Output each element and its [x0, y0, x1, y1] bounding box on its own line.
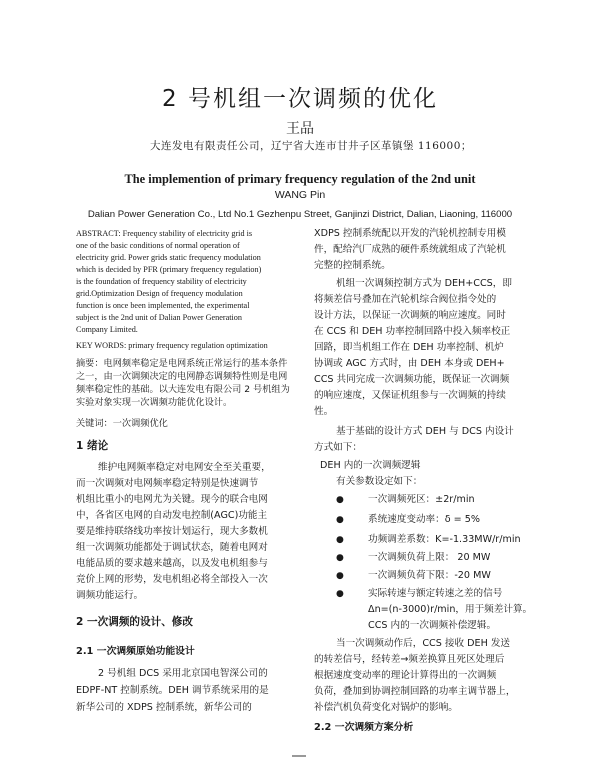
bullet-item: 系统速度变动率：δ = 5% — [368, 514, 480, 525]
keywords-cn: 关键词：一次调频优化 — [76, 418, 168, 429]
right-para-4-line: 根据速度变动率的理论计算得出的一次调频 — [314, 670, 497, 681]
section-1-line: 中，各省区电网的自动发电控制(AGC)功能主 — [76, 510, 268, 521]
bullet-dot: ● — [336, 495, 344, 505]
abstract-en-line: ABSTRACT: Frequency stability of electricity grid is — [76, 229, 253, 238]
affiliation-en: Dalian Power Generation Co., Ltd No.1 Gezhenpu Street, Ganjinzi District, Dalian, Liaoning, 116000 — [87, 209, 513, 220]
right-para-3-line: 基于基础的设计方式 DEH 与 DCS 内设计 — [336, 426, 514, 437]
section-2-1-line: EDPF-NT 控制系统。DEH 调节系统采用的是 — [76, 685, 269, 696]
section-1-title: 1 绪论 — [76, 440, 109, 452]
right-para-2-line: 的响应速度，又保证机组参与一次调频的持续 — [314, 390, 506, 401]
abstract-en-line: which is decided by PFR (primary frequency regulation) — [76, 265, 262, 274]
bullet-dot: ● — [336, 571, 344, 581]
abstract-en-line: is the foundation of frequency stability of electricity — [76, 277, 247, 286]
right-para-2-line: 协调或 AGC 方式时，由 DEH 本身或 DEH+ — [314, 358, 505, 369]
section-2-1-line: 2 号机组 DCS 采用北京国电智深公司的 — [98, 668, 268, 679]
bullet-dot: ● — [336, 589, 344, 599]
section-2-1-line: 新华公司的 XDPS 控制系统，新华公司的 — [76, 702, 252, 713]
abstract-en-line: electricity grid. Power grids static frequency modulation — [76, 253, 261, 262]
section-1-line: 机组比重小的电网尤为关键。现今的联合电网 — [76, 494, 268, 505]
abstract-cn-line: 摘要：电网频率稳定是电网系统正常运行的基本条件 — [76, 358, 288, 369]
section-1-line: 电能品质的要求越来越高，以及发电机组参与 — [76, 558, 268, 569]
section-1-line: 而一次调频对电网频率稳定特别是快速调节 — [76, 478, 259, 489]
params-title: 有关参数设定如下： — [336, 476, 423, 487]
right-para-4-line: 当一次调频动作后，CCS 接收 DEH 发送 — [336, 638, 511, 649]
abstract-en-line: Company Limited. — [76, 325, 138, 334]
abstract-cn-line: 频率稳定性的基础。以大连发电有限公司 2 号机组为 — [76, 384, 290, 395]
bullet-dot: ● — [336, 515, 344, 525]
bullet-item-continued: Δn=(n-3000)r/min，用于频差计算。 — [368, 604, 533, 615]
paper-title-cn: 2 号机组一次调频的优化 — [162, 86, 438, 112]
right-para-1-line: 完整的控制系统。 — [314, 260, 391, 271]
paper-title-en: The implemention of primary frequency regulation of the 2nd unit — [124, 172, 476, 186]
right-para-1-line: 件，配给汽厂成熟的硬件系统就组成了汽轮机 — [314, 244, 506, 255]
abstract-en-line: one of the basic conditions of normal operation of — [76, 241, 240, 250]
section-1-line: 维护电网频率稳定对电网安全至关重要， — [98, 462, 271, 473]
right-para-4-line: 的转差信号，经转差→频差换算且死区处理后 — [314, 654, 505, 665]
bullet-item: 实际转速与额定转速之差的信号 — [368, 588, 503, 599]
section-1-line: 竞价上网的形势，发电机组必将全部投入一次 — [76, 574, 268, 585]
ccs-logic-line: CCS 内的一次调频补偿逻辑。 — [368, 620, 497, 631]
right-para-2-line: 设计方法，以保证一次调频的响应速度。同时 — [314, 310, 506, 321]
right-para-3-line: 方式如下： — [314, 442, 362, 453]
abstract-en-line: subject is the 2nd unit of Dalian Power Generation — [76, 313, 242, 322]
bullet-item: 一次调频负荷上限： 20 MW — [368, 552, 491, 563]
keywords-en: KEY WORDS: primary frequency regulation optimization — [76, 341, 268, 350]
bullet-item: 一次调频死区：±2r/min — [368, 494, 475, 505]
abstract-cn-line: 实验对象实现一次调频功能优化设计。 — [76, 397, 233, 408]
author-cn: 王品 — [286, 121, 314, 137]
section-1-line: 组一次调频功能都处于调试状态，随着电网对 — [76, 542, 268, 553]
section-1-line: 调频功能运行。 — [76, 590, 144, 601]
right-para-1-line: XDPS 控制系统配以开发的汽轮机控制专用模 — [314, 228, 506, 239]
right-para-2-line: 机组一次调频控制方式为 DEH+CCS，即 — [336, 278, 512, 289]
right-para-2-line: 将频差信号叠加在汽轮机综合阀位指令处的 — [314, 294, 497, 305]
right-para-2-line: 性。 — [314, 406, 334, 417]
right-para-2-line: CCS 共同完成一次调频功能，既保证一次调频 — [314, 374, 510, 385]
abstract-en-line: grid.Optimization Design of frequency modulation — [76, 289, 243, 298]
section-2-1-title: 2.1 一次调频原始功能设计 — [76, 646, 195, 657]
bullet-dot: ● — [336, 535, 344, 545]
right-para-2-line: 回路，即当机组工作在 DEH 功率控制、机炉 — [314, 342, 504, 353]
logic-title: DEH 内的一次调频逻辑 — [320, 460, 421, 471]
right-para-2-line: 在 CCS 和 DEH 功率控制回路中投入频率校正 — [314, 326, 511, 337]
abstract-en-line: function is once been implemented, the experimental — [76, 301, 250, 310]
bullet-item: 功频调差系数：K=-1.33MW/r/min — [368, 534, 521, 545]
abstract-cn-line: 之一，由一次调频决定的电网静态调频特性则是电网 — [76, 371, 288, 382]
section-1-line: 要是维持联络线功率按计划运行，现大多数机 — [76, 526, 268, 537]
bullet-dot: ● — [336, 553, 344, 563]
page-footer-mark — [292, 755, 306, 757]
author-en: WANG Pin — [274, 189, 326, 201]
section-2-2-title: 2.2 一次调频方案分析 — [314, 722, 414, 733]
affiliation-cn: 大连发电有限责任公司，辽宁省大连市甘井子区革镇堡 116000； — [150, 140, 472, 152]
right-para-4-line: 负荷，叠加到协调控制回路的功率主调节器上， — [314, 686, 516, 697]
section-2-title: 2 一次调频的设计、修改 — [76, 616, 193, 628]
bullet-item: 一次调频负荷下限：-20 MW — [368, 570, 491, 581]
right-para-4-line: 补偿汽机负荷变化对锅炉的影响。 — [314, 702, 458, 713]
